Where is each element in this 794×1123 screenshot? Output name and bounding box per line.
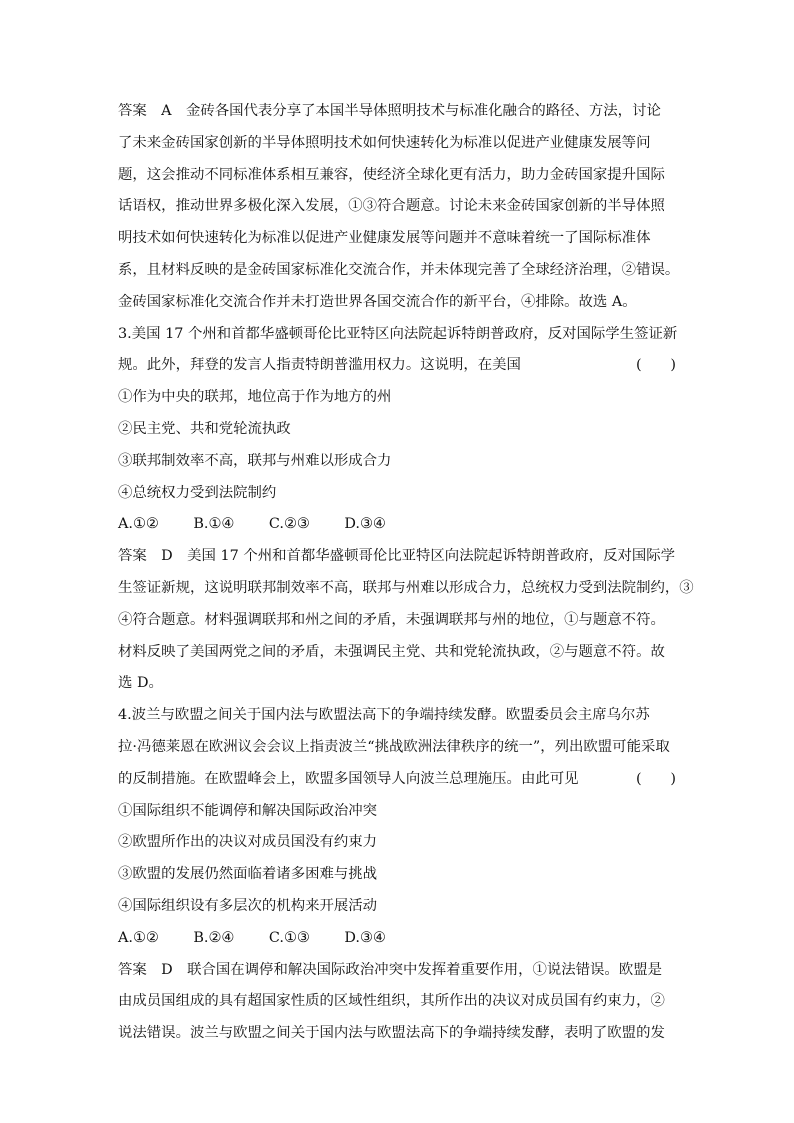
document-page — [118, 96, 694, 1050]
answer-3-line-5: 选 D。 — [118, 675, 163, 692]
question-4-stem-text: 的反制措施。在欧盟峰会上，欧盟多国领导人向波兰总理施压。由此可见 — [118, 770, 579, 787]
question-4-item-2: ②欧盟所作出的决议对成员国没有约束力 — [118, 834, 378, 851]
question-4-item-4: ④国际组织设有多层次的机构来开展活动 — [118, 897, 378, 914]
answer-2-line-4: 话语权，推动世界多极化深入发展，①③符合题意。讨论未来金砖国家创新的半导体照 — [118, 198, 665, 215]
answer-2-line-6: 系，且材料反映的是金砖国家标准化交流合作，并未体现完善了全球经济治理，②错误。 — [118, 261, 680, 278]
question-3-item-3: ③联邦制效率不高，联邦与州难以形成合力 — [118, 452, 392, 469]
answer-2-line-1: 答案 A 金砖各国代表分享了本国半导体照明技术与标准化融合的路径、方法，讨论 — [118, 103, 661, 119]
answer-2-line-3: 题，这会推动不同标准体系相互兼容，使经济全球化更有活力，助力金砖国家提升国际 — [118, 166, 665, 183]
answer-3-line-3: ④符合题意。材料强调联邦和州之间的矛盾，未强调联邦与州的地位，①与题意不符。 — [118, 611, 665, 628]
question-3-option-b: B.①④ — [193, 516, 235, 533]
answer-2-line-7: 金砖国家标准化交流合作并未打造世界各国交流合作的新平台，④排除。故选 A。 — [118, 293, 637, 310]
question-4-stem-line-2: 拉·冯德莱恩在欧洲议会会议上指责波兰“挑战欧洲法律秩序的统一”，列出欧盟可能采取 — [118, 738, 670, 755]
question-3-item-4: ④总统权力受到法院制约 — [118, 484, 277, 501]
question-4-stem-line-1: 4.波兰与欧盟之间关于国内法与欧盟法高下的争端持续发酵。欧盟委员会主席乌尔苏 — [118, 707, 650, 724]
question-4-item-1: ①国际组织不能调停和解决国际政治冲突 — [118, 802, 378, 819]
question-3-option-c: C.②③ — [268, 516, 310, 533]
answer-2-line-2: 了未来金砖国家创新的半导体照明技术如何快速转化为标准以促进产业健康发展等问 — [118, 134, 651, 151]
question-4-stem-line-3 — [118, 764, 680, 796]
question-3-answer-bracket: ( ) — [635, 357, 676, 374]
question-3-option-d: D.③④ — [344, 516, 386, 533]
question-4-option-b: B.②④ — [193, 929, 235, 946]
question-4-option-d: D.③④ — [344, 929, 386, 946]
question-3-options — [118, 509, 680, 541]
question-4-option-c: C.①③ — [268, 929, 310, 946]
question-3-stem-text: 规。此外，拜登的发言人指责特朗普滥用权力。这说明，在美国 — [118, 357, 521, 374]
question-3-option-a: A.①② — [118, 516, 159, 533]
answer-4-line-2: 由成员国组成的具有超国家性质的区域性组织，其所作出的决议对成员国有约束力，② — [118, 993, 665, 1010]
question-4-options — [118, 923, 680, 955]
question-3-stem-line-2 — [118, 350, 680, 382]
question-3-stem-line-1: 3.美国 17 个州和首都华盛顿哥伦比亚特区向法院起诉特朗普政府，反对国际学生签证新 — [118, 325, 678, 342]
answer-2-line-5: 明技术如何快速转化为标准以促进产业健康发展等问题并不意味着统一了国际标准体 — [118, 230, 651, 247]
answer-4-line-3: 说法错误。波兰与欧盟之间关于国内法与欧盟法高下的争端持续发酵，表明了欧盟的发 — [118, 1025, 665, 1042]
answer-4-line-1: 答案 D 联合国在调停和解决国际政治冲突中发挥着重要作用，①说法错误。欧盟是 — [118, 961, 662, 978]
question-4-option-a: A.①② — [118, 929, 159, 946]
question-3-item-2: ②民主党、共和党轮流执政 — [118, 420, 291, 437]
question-4-answer-bracket: ( ) — [635, 770, 676, 787]
answer-3-line-1: 答案 D 美国 17 个州和首都华盛顿哥伦比亚特区向法院起诉特朗普政府，反对国际学 — [118, 548, 676, 565]
answer-3-line-2: 生签证新规，这说明联邦制效率不高，联邦与州难以形成合力，总统权力受到法院制约，③ — [118, 579, 694, 596]
answer-3-line-4: 材料反映了美国两党之间的矛盾，未强调民主党、共和党轮流执政，②与题意不符。故 — [118, 643, 665, 660]
question-4-item-3: ③欧盟的发展仍然面临着诸多困难与挑战 — [118, 866, 378, 883]
question-3-item-1: ①作为中央的联邦，地位高于作为地方的州 — [118, 389, 392, 406]
